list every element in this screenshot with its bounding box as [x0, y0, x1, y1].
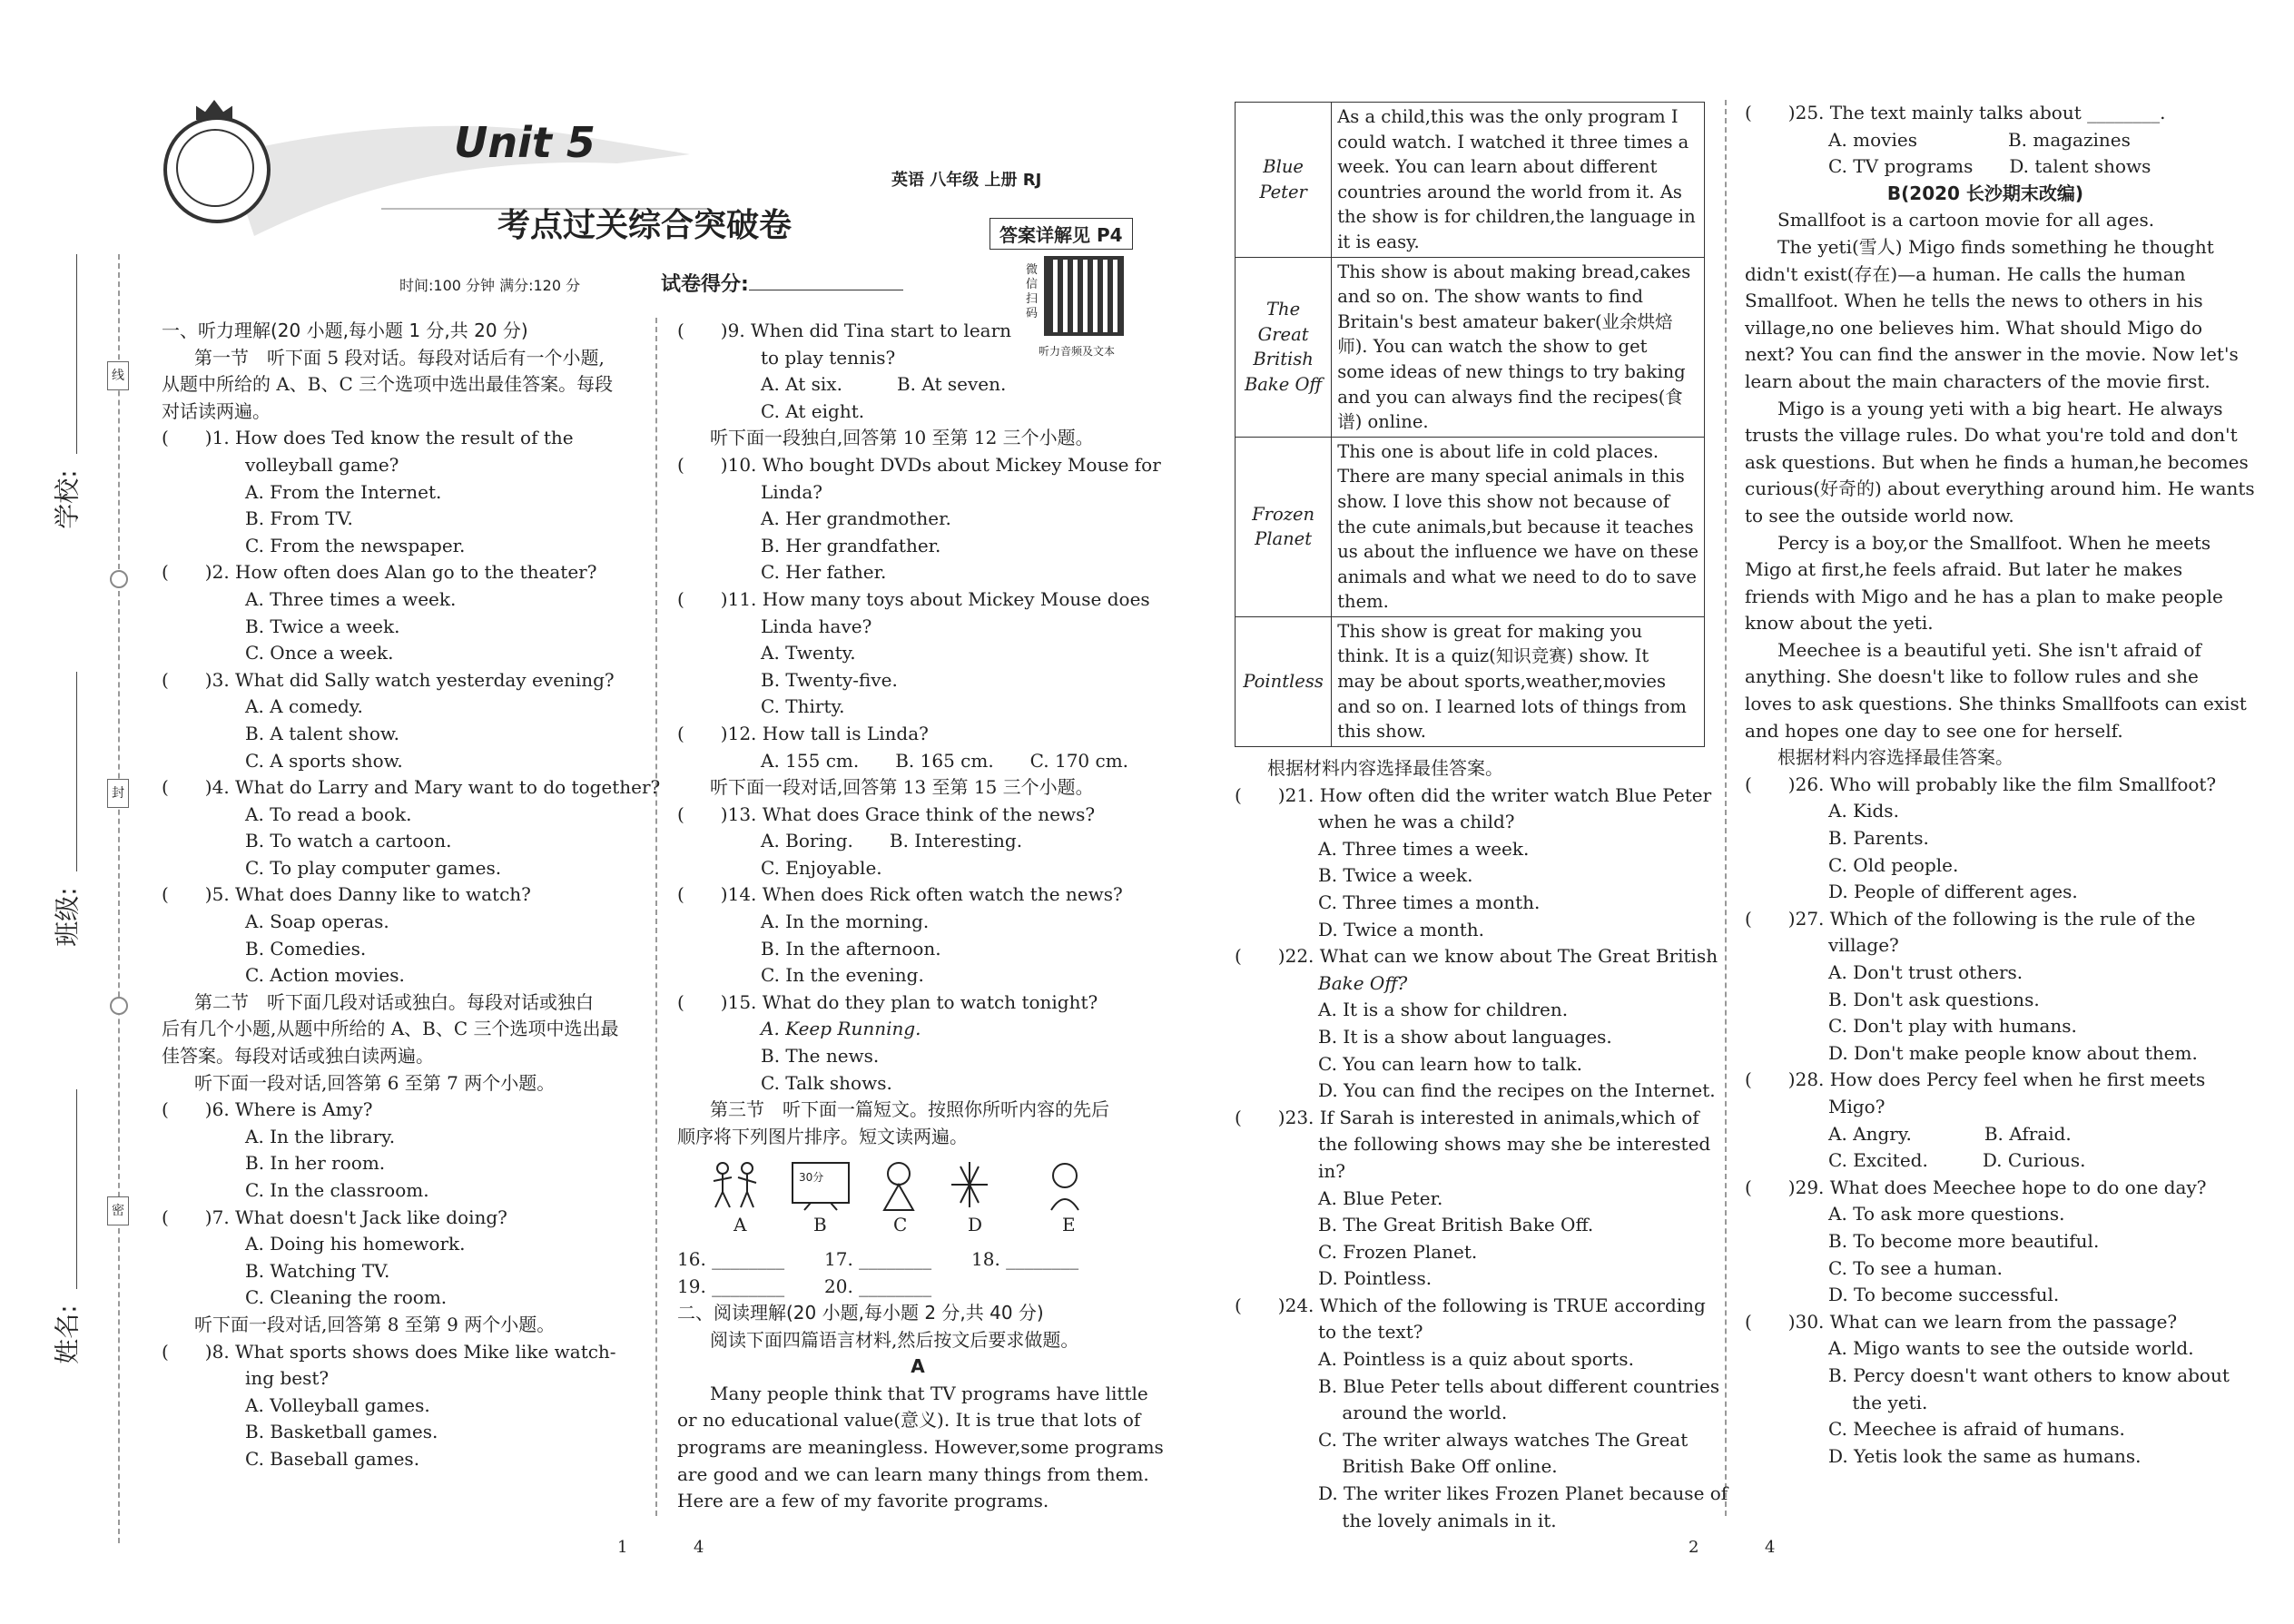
col2-line: 听下面一段独白,回答第 10 至第 12 三个小题。	[710, 427, 1094, 449]
answer-blanks	[677, 1245, 1078, 1300]
col3-line: ( )23. If Sarah is interested in animals,which of	[1235, 1106, 1699, 1128]
program-row	[1236, 257, 1705, 437]
score-label: 试卷得分:	[661, 269, 903, 297]
col1-line: B. To watch a cartoon.	[245, 830, 452, 852]
col2-line: B. Twenty-five.	[761, 668, 898, 691]
description-line: the cute animals,but because it teaches	[1337, 516, 1694, 537]
page-number-left-b: 4	[694, 1538, 704, 1557]
description-line: and so on. The show wants to find	[1337, 286, 1643, 308]
col1-line: 从题中所给的 A、B、C 三个选项中选出最佳答案。每段	[162, 373, 614, 396]
col4-line: loves to ask questions. She thinks Smallfoots can exist	[1745, 693, 2247, 715]
col3-line: the following shows may she be interested	[1318, 1133, 1711, 1156]
col4-line: B(2020 长沙期末改编)	[1886, 182, 2084, 204]
mark-feng: 封	[107, 779, 129, 808]
col4-line: A. Kids.	[1828, 800, 1899, 822]
col1-line: B. From TV.	[245, 507, 353, 530]
page-number-left: 1	[617, 1538, 628, 1557]
col1-line: A. Volleyball games.	[245, 1393, 430, 1416]
program-row	[1236, 103, 1705, 258]
col2-line: A. At six. B. At seven.	[761, 373, 1007, 396]
col3-line: A. Blue Peter.	[1318, 1186, 1443, 1209]
col4-line: curious(好奇的) about everything around him. He wants	[1745, 477, 2255, 500]
listening-section-2	[677, 318, 1161, 1150]
col3-line: ( )24. Which of the following is TRUE according	[1235, 1294, 1706, 1316]
picture-label-b: B	[813, 1214, 827, 1235]
col4-line: A. Angry. B. Afraid.	[1828, 1122, 2072, 1145]
col3-line: when he was a child?	[1318, 811, 1515, 833]
description-line: and so on. I learned lots of things from	[1337, 695, 1687, 717]
col4-line: next? You can find the answer in the movie. Now let's	[1745, 343, 2239, 366]
col2-line: C. Her father.	[761, 561, 887, 584]
mark-xian: 线	[107, 361, 129, 390]
col1-line: 佳答案。每段对话或独白读两遍。	[162, 1045, 434, 1068]
col1-line: C. In the classroom.	[245, 1179, 429, 1201]
unit-title: Unit 5	[454, 118, 596, 167]
col2-line: Linda?	[761, 480, 823, 503]
col2-line: ( )13. What does Grace think of the news?	[677, 802, 1096, 825]
program-description	[1332, 103, 1705, 258]
col1-line: ( )2. How often does Alan go to the theater?	[162, 561, 597, 584]
col4-line: C. TV programs D. talent shows	[1828, 155, 2151, 178]
description-line: could watch. I watched it three times a	[1337, 131, 1689, 153]
col4-line: A. movies B. magazines	[1828, 128, 2131, 151]
paper-subtitle: 考点过关综合突破卷	[497, 206, 793, 244]
description-line: 师). You can watch the show to get	[1337, 336, 1648, 358]
description-line: countries around the world from it. As	[1337, 181, 1682, 202]
col1-line: B. In her room.	[245, 1152, 386, 1175]
col2b-line: Many people think that TV programs have little	[710, 1382, 1148, 1404]
col3-line: C. The writer always watches The Great	[1318, 1428, 1689, 1451]
reading-intro	[677, 1300, 1164, 1515]
col4-line: Migo?	[1828, 1095, 1885, 1117]
col2-line: A. Her grandmother.	[761, 507, 951, 530]
woman-cooking-picture	[1051, 1164, 1078, 1210]
col1-line: ing best?	[245, 1367, 330, 1390]
col1-line: A. Three times a week.	[245, 587, 457, 610]
col4-line: The yeti(雪人) Migo finds something he thought	[1777, 235, 2214, 258]
col4-line: friends with Migo and he has a plan to make people	[1745, 585, 2223, 607]
col1-line: ( )6. Where is Amy?	[162, 1098, 373, 1121]
col1-line: 第一节 听下面 5 段对话。每段对话后有一个小题,	[194, 346, 605, 369]
col1-line: A. Soap operas.	[245, 910, 389, 933]
col3-line: C. You can learn how to talk.	[1318, 1052, 1583, 1075]
col1-line: C. To play computer games.	[245, 856, 502, 879]
col4-line: D. Don't make people know about them.	[1828, 1041, 2198, 1064]
col2-line: ( )10. Who bought DVDs about Mickey Mouse for	[677, 453, 1161, 476]
program-row	[1236, 437, 1705, 616]
fireworks-picture	[951, 1162, 988, 1207]
col1-line: volleyball game?	[245, 453, 399, 476]
col4-line: didn't exist(存在)—a human. He calls the human	[1745, 262, 2186, 285]
subject-line: 英语 八年级 上册 RJ	[891, 171, 1042, 190]
reading-passage-b	[1745, 100, 2255, 1470]
picture-label-e: E	[1062, 1214, 1076, 1235]
qr-caption-vertical: 微信扫码	[1026, 263, 1039, 320]
col2-line: B. The news.	[761, 1045, 880, 1068]
col2-line: C. Thirty.	[761, 695, 845, 718]
description-line: Britain's best amateur baker(业余烘焙	[1337, 310, 1673, 332]
binding-dashed-line	[118, 254, 120, 1543]
col3-line: ( )21. How often did the writer watch Blue Peter	[1235, 783, 1712, 806]
page-number-right-b: 4	[1765, 1538, 1776, 1557]
col4-line: learn about the main characters of the movie first.	[1745, 369, 2210, 392]
col1-line: C. A sports show.	[245, 749, 403, 772]
col4-line: B. To become more beautiful.	[1828, 1229, 2100, 1252]
description-line: and you can always find the recipes(食	[1337, 386, 1683, 408]
description-line: 谱) online.	[1337, 411, 1429, 433]
col1-line: B. Basketball games.	[245, 1421, 438, 1443]
col2-line: ( )14. When does Rick often watch the news?	[677, 883, 1123, 906]
col4-line: ( )26. Who will probably like the film Smallfoot?	[1745, 773, 2217, 795]
col4-line: Smallfoot is a cartoon movie for all ages.	[1777, 209, 2155, 231]
description-line: As a child,this was the only program I	[1337, 106, 1679, 127]
program-name: The Great British Bake Off	[1236, 257, 1332, 437]
col1-line: C. Cleaning the room.	[245, 1286, 448, 1309]
col3-line: around the world.	[1318, 1402, 1508, 1424]
col3-line: A. Pointless is a quiz about sports.	[1318, 1348, 1634, 1371]
col2-line: A. 155 cm. B. 165 cm. C. 170 cm.	[761, 749, 1129, 772]
school-field	[54, 254, 91, 545]
col2-line: A. In the morning.	[761, 910, 930, 933]
col2-line: A. Boring. B. Interesting.	[761, 830, 1023, 852]
col3-line: C. Frozen Planet.	[1318, 1240, 1478, 1263]
col2b-line: 二、阅读理解(20 小题,每小题 2 分,共 40 分)	[677, 1302, 1044, 1324]
dancing-people-picture	[714, 1163, 756, 1207]
col1-line: ( )4. What do Larry and Mary want to do together?	[162, 776, 661, 799]
blank-16[interactable]: 16. ________	[677, 1248, 785, 1270]
school-label: 学校:	[52, 469, 83, 529]
col4-line: C. Old people.	[1828, 853, 1959, 876]
picture-strip	[706, 1157, 1133, 1212]
col1-line: ( )5. What does Danny like to watch?	[162, 883, 531, 906]
col4-line: Smallfoot. When he tells the news to others in his	[1745, 290, 2203, 312]
description-line: think. It is a quiz(知识竞赛) show. It	[1337, 645, 1649, 667]
col1-line: ( )1. How does Ted know the result of the	[162, 427, 574, 449]
col2-line: ( )12. How tall is Linda?	[677, 722, 929, 744]
col4-line: C. Excited. D. Curious.	[1828, 1149, 2086, 1172]
col4-line: trusts the village rules. Do what you're told and don't	[1745, 424, 2238, 447]
description-line: This show is about making bread,cakes	[1337, 261, 1691, 282]
col4-line: B. Don't ask questions.	[1828, 988, 2040, 1010]
col3-line: the lovely animals in it.	[1318, 1509, 1557, 1531]
blank-18[interactable]: 18. ________	[971, 1248, 1079, 1270]
col4-line: 根据材料内容选择最佳答案。	[1777, 746, 2013, 769]
col2b-line: 阅读下面四篇语言材料,然后按文后要求做题。	[710, 1328, 1079, 1351]
col3-line: ( )22. What can we know about The Great British	[1235, 945, 1718, 968]
svg-text:30分: 30分	[799, 1171, 824, 1184]
col2-line: B. In the afternoon.	[761, 937, 941, 960]
col3-line: B. Blue Peter tells about different countries	[1318, 1374, 1720, 1397]
col3-line: A. It is a show for children.	[1318, 999, 1569, 1021]
col2-line: A. Keep Running.	[761, 1018, 921, 1040]
col4-line: village?	[1828, 934, 1899, 957]
program-name: Pointless	[1236, 616, 1332, 746]
program-name: Blue Peter	[1236, 103, 1332, 258]
col1-line: A. To read a book.	[245, 802, 412, 825]
col1-line: 一、听力理解(20 小题,每小题 1 分,共 20 分)	[162, 320, 528, 341]
col4-line: C. Meechee is afraid of humans.	[1828, 1418, 2125, 1441]
col1-line: ( )7. What doesn't Jack like doing?	[162, 1206, 507, 1228]
col3-line: D. Pointless.	[1318, 1267, 1433, 1290]
program-description	[1332, 257, 1705, 437]
col3-line: D. The writer likes Frozen Planet because of	[1318, 1482, 1728, 1505]
col1-line: B. Twice a week.	[245, 615, 400, 637]
col4-line: anything. She doesn't like to follow rules and she	[1745, 665, 2199, 688]
col2b-line: A	[911, 1355, 925, 1378]
description-line: them.	[1337, 591, 1389, 613]
answer-ref-box: 答案详解见 P4	[989, 218, 1133, 250]
col1-line: B. A talent show.	[245, 722, 399, 744]
col4-line: D. Yetis look the same as humans.	[1828, 1444, 2141, 1467]
blank-17[interactable]: 17. ________	[824, 1248, 932, 1270]
col1-line: C. From the newspaper.	[245, 534, 466, 556]
col4-line: C. To see a human.	[1828, 1256, 2003, 1279]
girl-reading-picture	[884, 1163, 913, 1210]
col4-line: A. Migo wants to see the outside world.	[1828, 1337, 2194, 1360]
col1-line: C. Baseball games.	[245, 1447, 420, 1470]
qr-caption: 听力音频及文本	[1039, 345, 1116, 358]
col3-line: to the text?	[1318, 1321, 1423, 1343]
col2-line: to play tennis?	[761, 346, 896, 369]
binding-hole-icon	[110, 570, 128, 588]
blank-19[interactable]: 19. ________	[677, 1275, 785, 1297]
col2b-line: are good and we can learn many things from them.	[677, 1462, 1149, 1485]
program-description	[1332, 616, 1705, 746]
column-divider	[655, 318, 657, 1516]
tv-picture	[793, 1163, 849, 1210]
col3-line: A. Three times a week.	[1318, 837, 1530, 860]
col2-line: 第三节 听下面一篇短文。按照你所听内容的先后	[710, 1098, 1109, 1121]
col1-line: A. A comedy.	[245, 695, 363, 718]
description-line: This one is about life in cold places.	[1337, 440, 1659, 462]
col4-line: A. To ask more questions.	[1828, 1203, 2065, 1225]
col3-line: B. Twice a week.	[1318, 864, 1473, 887]
col2-line: C. In the evening.	[761, 964, 924, 987]
col4-line: Migo at first,he feels afraid. But later he makes	[1745, 558, 2183, 581]
col4-line: ( )29. What does Meechee hope to do one day?	[1745, 1176, 2207, 1198]
time-score: 时间:100 分钟 满分:120 分	[399, 277, 581, 294]
description-line: show. I love this show not because of	[1337, 490, 1670, 512]
brand-logo	[163, 116, 271, 223]
col2-line: 顺序将下列图片排序。短文读两遍。	[677, 1125, 968, 1147]
reading-questions-a	[1235, 755, 1728, 1534]
description-line: This show is great for making you	[1337, 620, 1643, 642]
blank-20[interactable]: 20. ________	[824, 1275, 932, 1297]
col3-line: D. You can find the recipes on the Internet.	[1318, 1079, 1716, 1102]
mark-mi: 密	[107, 1196, 129, 1225]
col4-line: Percy is a boy,or the Smallfoot. When he meets	[1777, 531, 2211, 554]
picture-row	[706, 1157, 1133, 1239]
col4-line: ( )30. What can we learn from the passage?	[1745, 1310, 2178, 1333]
description-line: There are many special animals in this	[1337, 466, 1685, 487]
col1-line: ( )3. What did Sally watch yesterday evening?	[162, 668, 615, 691]
class-field	[54, 672, 91, 962]
col4-line: A. Don't trust others.	[1828, 961, 2023, 983]
col2-line: C. Talk shows.	[761, 1071, 892, 1094]
col3-line: B. The Great British Bake Off.	[1318, 1214, 1594, 1236]
col2-line: B. Her grandfather.	[761, 534, 941, 556]
description-line: this show.	[1337, 721, 1426, 743]
picture-label-a: A	[733, 1214, 747, 1235]
description-line: it is easy.	[1337, 231, 1420, 252]
column-divider	[1725, 100, 1727, 1516]
description-line: animals and what we need to do to save	[1337, 566, 1697, 587]
col4-line: Migo is a young yeti with a big heart. He always	[1777, 397, 2223, 419]
col2-line: C. At eight.	[761, 399, 865, 422]
col2b-line: or no educational value(意义). It is true that lots of	[677, 1409, 1141, 1432]
col2-line: C. Enjoyable.	[761, 856, 882, 879]
col2-line: ( )15. What do they plan to watch tonight?	[677, 990, 1098, 1013]
picture-label-c: C	[893, 1214, 908, 1235]
description-line: may be about sports,weather,movies	[1337, 671, 1666, 693]
col4-line: C. Don't play with humans.	[1828, 1015, 2077, 1038]
col1-line: A. In the library.	[245, 1125, 396, 1147]
col1-line: A. From the Internet.	[245, 480, 442, 503]
col4-line: B. Parents.	[1828, 827, 1929, 850]
col4-line: to see the outside world now.	[1745, 504, 2014, 527]
col4-line: ( )27. Which of the following is the rule of the	[1745, 907, 2196, 930]
picture-label-d: D	[968, 1214, 983, 1235]
col3-line: D. Twice a month.	[1318, 918, 1485, 940]
col3-line: B. It is a show about languages.	[1318, 1025, 1612, 1048]
col1-line: A. Doing his homework.	[245, 1233, 466, 1255]
col2-line: Linda have?	[761, 615, 872, 637]
col1-line: 对话读两遍。	[162, 399, 271, 422]
col3-line: British Bake Off online.	[1318, 1455, 1558, 1478]
description-line: us about the influence we have on these	[1337, 541, 1698, 563]
description-line: week. You can learn about different	[1337, 156, 1658, 178]
col4-line: village,no one believes him. What should Migo do	[1745, 316, 2203, 339]
col4-line: know about the yeti.	[1745, 612, 1934, 635]
col1-line: 第二节 听下面几段对话或独白。每段对话或独白	[194, 990, 594, 1013]
col1-line: B. Comedies.	[245, 937, 367, 960]
program-table	[1235, 102, 1705, 747]
page-number-right: 2	[1689, 1538, 1699, 1557]
col3-line: 根据材料内容选择最佳答案。	[1267, 757, 1503, 779]
description-line: some ideas of new things to try baking	[1337, 360, 1686, 382]
col4-line: and hopes one day to see one for herself.	[1745, 719, 2123, 742]
listening-section-1	[162, 318, 661, 1473]
col1-line: B. Watching TV.	[245, 1259, 390, 1282]
description-line: the show is for children,the language in	[1337, 206, 1696, 228]
col3-line: C. Three times a month.	[1318, 891, 1541, 913]
col1-line: ( )8. What sports shows does Mike like watch-	[162, 1340, 616, 1363]
col2-line: 听下面一段对话,回答第 13 至第 15 三个小题。	[710, 776, 1094, 799]
col1-line: 听下面一段对话,回答第 6 至第 7 两个小题。	[194, 1071, 556, 1094]
col1-line: C. Once a week.	[245, 642, 394, 664]
name-label: 姓名:	[52, 1304, 83, 1364]
col4-line: ( )25. The text mainly talks about ________.	[1745, 102, 2166, 123]
col3-line: Bake Off?	[1318, 971, 1408, 994]
col4-line: the yeti.	[1828, 1391, 1928, 1413]
program-description	[1332, 437, 1705, 616]
col3-line: in?	[1318, 1159, 1345, 1182]
program-row	[1236, 616, 1705, 746]
col1-line: 听下面一段对话,回答第 8 至第 9 两个小题。	[194, 1313, 556, 1335]
col4-line: B. Percy doesn't want others to know about	[1828, 1363, 2230, 1386]
program-name: Frozen Planet	[1236, 437, 1332, 616]
col4-line: D. To become successful.	[1828, 1284, 2060, 1306]
col4-line: ask questions. But when he finds a human,he becomes	[1745, 450, 2249, 473]
col2-line: ( )9. When did Tina start to learn	[677, 320, 1012, 341]
col4-line: D. People of different ages.	[1828, 881, 2078, 903]
col2b-line: Here are a few of my favorite programs.	[677, 1490, 1049, 1512]
col4-line: ( )28. How does Percy feel when he first meets	[1745, 1068, 2206, 1091]
col2-line: A. Twenty.	[761, 642, 856, 664]
col1-line: 后有几个小题,从题中所给的 A、B、C 三个选项中选出最	[162, 1018, 619, 1040]
col1-line: C. Action movies.	[245, 964, 405, 987]
col4-line: Meechee is a beautiful yeti. She isn't afraid of	[1777, 638, 2201, 661]
col2-line: ( )11. How many toys about Mickey Mouse does	[677, 587, 1150, 610]
col2b-line: programs are meaningless. However,some programs	[677, 1435, 1164, 1458]
binding-hole-icon	[110, 997, 128, 1015]
class-label: 班级:	[52, 887, 83, 947]
name-field	[54, 1089, 91, 1380]
